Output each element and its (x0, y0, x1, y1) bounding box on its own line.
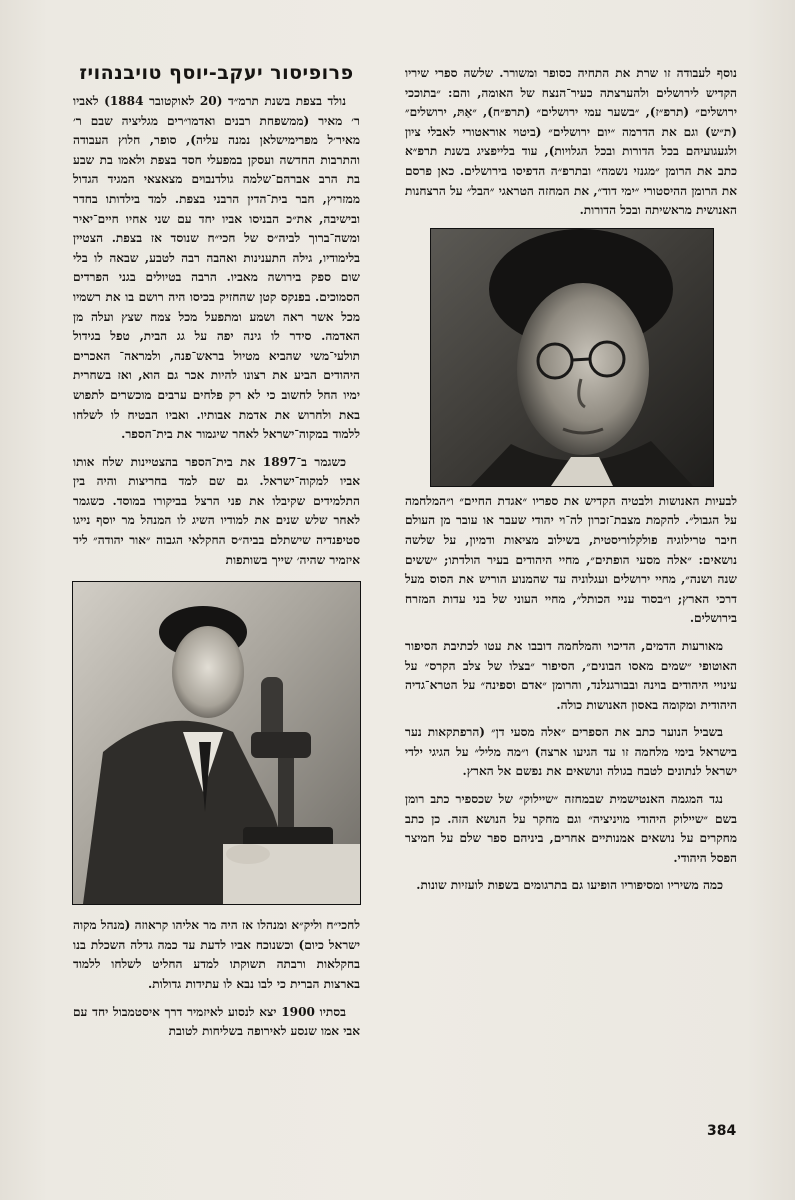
portrait-photo-microscope (73, 582, 360, 904)
paragraph: לחכי״ח וליק״א ומנהלו אז היה מר אליהו קראוזה (מנהל מקוה ישראל כיום) וכשנוכח אביו לדעת עד כמה גדלה השכלת בנו בחקלאות ורבתה תשוקתו למדע החליט לשלחו ללמוד בארצות הברית כי לבו נבא לו עתידות גדולות. (73, 918, 360, 992)
article-title: פרופיסור יעקב-יוסף טויבנהויז (79, 62, 354, 84)
paragraph: כמה משיריו ומסיפוריו הופיעו גם בתרגומים בשפות לועזיות שונות. (416, 878, 723, 893)
paragraph: לבעיות האנושות ולבטיה הקדיש את ספריו ״אגדת החיים״ ו״המלחמה על הגבול״. להקמת מצבת־זכרון לה־וי יהודי שעבר או עובר מן העולם חיבר טרילוגיה פולקלוריסטית, בשילוב מציאות ודמיון, על שלשה נושאים: ״אלה מסעי הופתים״, מחיי היהודים בעיר הולדתו; ״ששים שנה ושנה״, מחיי ירושלים ועגלוניה עד שהמנוע הוריש את הסוס מעל דרכי הארץ; ו״בסוד עניי הכותל״, מחיי העוני של בני עדות המזרח בירושלים. (405, 493, 737, 626)
paragraph: בסתיו 1900 יצא לנסוע לאיזמיר דרך איסטמבול יחד עם אבי אמו שנסע לאירופה בשליחות לטובת (73, 1004, 360, 1039)
page-number: 384 (707, 1123, 737, 1139)
paragraph: כשגמר ב־1897 את בית־הספר בהצטיינות שלח אותו אביו למקוה־ישראל. גם שם למד בחריצות והיה בין התלמידים שקיבלו את פני הרצל בביקורו במוסד. כשגמר לאחר שלש שנים את למודיו השיג לו המנהל מר יוסף נייגו סטיפנדיה שישתלם בביה״ס החקלאי הגבוה ״אור יהודה״ ליד איזמיר שהיה׳ שייך בשותפות (73, 454, 360, 567)
paragraph: נולד בצפת בשנת תרמ״ד (20 לאוקטובר 1884) לאביו ר׳ מאיר (ממשפחת רבנים ואדמו״רים מגליציה שבם ר׳ מאיר׳ל מפרימישלאן נמנה עליה), סופר, חלוץ העבודה והתרבות החדשה ועסקן במפעלי חסד בצפת ולאמו בת שבע בת הרב אברהם־שלמה גולדנבוים מצאצאי המגיד הגדול ממזריץ, חבר בית־הדין הרבני בצפת. למד בילדותו בחדר ובישיבה, את״כ הבניסו אביו יחד עם שני אחיו חיים־יאיר ומשה־ברוך לביה״ס של חכי״ח שנוסד אז בצפת. הצטיין בלימודיו, גילה התענינות ואהבה רבה לטבע, שבאה לו בלי שום ספק בירושה מאביו. הרבה בטיולים בגני הפרדים הסמוכים. בפנקס קטן שהחזיק בכיסו היה רושם בו את רשמיו מכל אשר ראה ושמע ומתפעל מכל צמח שצץ ועלה מן האדמה. סידר לו גינה יפה על גג הבית, טפל בגידול תולעי־משי שהביא מטיול בראש־פנה, ולמראה־ האכרים היהודים הביע את רצונו להיות אכר גם הוא, ואז בשחרית ימיו החל לחשוב כי לא רק פלחים ערבים מוכשרים לתפוש באת ולחרוש את אדמת אבותיו. ואביו הבטיח לו לשלחו ללמוד במקוה־ישראל לאחר שיגמור את בית־הספר. (73, 94, 360, 442)
left-column (73, 60, 360, 1050)
paragraph: נוסף לעבודה זו שרת את התחיה כסופר ומשורר. שלשה ספרי שיריו הקדיש לירושלים ולהערצתה כעיר־הנצח של האומה, והם: ״בתוככי ירושלים״ (תרפ״ז), ״בשער עמי ירושלים״ (תרפ״ח), ״אַתּ, ירושלים״ (ת״ש) וגם את הדרמה ״יום ירושלים״ (ביטוי אוראטורי לאבלי ציון ולגעגועיהם בכל הדורות ובכל הגלויות), עוד בלייפציג בשנת תרפ״א כתב את הרומן ״מגנזי נשמה״ ובתרפ״ה הדפיסו בירושלים. כאן פרסם את הרומן ההיסטורי ״ימי דוד״, את המחזה הטראגי ״הבל״ על הרצחנות האנושית מראשיתה ובכל הדורות. (405, 66, 737, 218)
portrait-photo-older (431, 229, 713, 486)
paragraph: בשביל הנוער כתב את הספרים ״אלה מסעי דן״ (הרפתקאות נער בישראל בימי מלחמה זו עד הגיעו ארצה) ו״מה מליל״ על הגיגי ילדי ישראל לנתונים לטבח בגולה ונושאים את נפשם אל הארץ. (405, 725, 737, 779)
paragraph: מאורעות הדמים, הדיכוי והמלחמה דובבו את עטו לכתיבת הסיפור האוטופי ״שמים מאסו הבונים״, הסיפור ״בצלו של צלב הקרס״ על עינויי היהודים בוינה ובבורגנלנד, והרומן ״אדם וספינה״ על הטרא־גדיה היהודית ומקומה באסון האנושות כולה. (405, 638, 737, 712)
paragraph: נגד המגמה האנטישמית שבמחזה ״שיילוק״ של שכספיר כתב רומן בשם ״שיילוק היהודי מויניציה״ וגם מחקר על הנושא הזה. כן כתב מחקרים על נושאים אמנותיים אחרים, ביניהם ספר שלם על חמיצר הפסל היהודי. (405, 792, 737, 865)
right-column (405, 60, 737, 904)
